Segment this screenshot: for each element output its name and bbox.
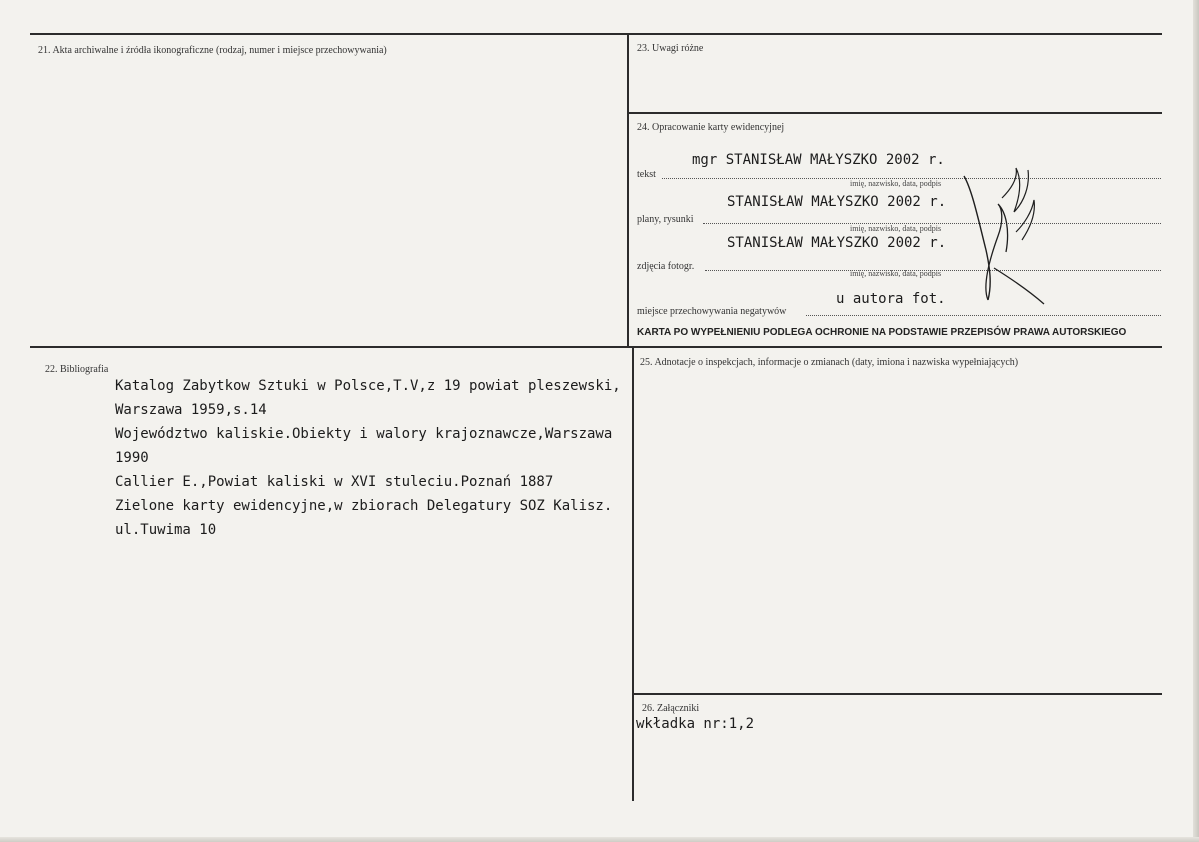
center-divider-lower xyxy=(632,347,634,801)
bibliography-line: Callier E.,Powiat kaliski w XVI stuleciu.Poznań 1887 xyxy=(115,474,554,490)
negatives-value: u autora fot. xyxy=(836,291,946,307)
signature-icon xyxy=(958,158,1050,308)
plans-row-sublabel: imię, nazwisko, data, podpis xyxy=(850,224,942,233)
photos-row-label: zdjęcia fotogr. xyxy=(637,261,695,272)
section25-label: 25. Adnotacje o inspekcjach, informacje o zmianach (daty, imiona i nazwiska wypełniających) xyxy=(640,357,1019,368)
copyright-notice: KARTA PO WYPEŁNIENIU PODLEGA OCHRONIE NA PODSTAWIE PRZEPISÓW PRAWA AUTORSKIEGO xyxy=(637,327,1127,338)
negatives-label: miejsce przechowywania negatywów xyxy=(637,306,787,317)
bibliography-line: Katalog Zabytkow Sztuki w Polsce,T.V,z 19 powiat pleszewski, xyxy=(115,378,621,394)
section22-label: 22. Bibliografia xyxy=(45,364,109,375)
paper-right-edge xyxy=(1193,0,1199,842)
section23-label: 23. Uwagi różne xyxy=(637,43,704,54)
bibliography-line: Zielone karty ewidencyjne,w zbiorach Delegatury SOZ Kalisz. xyxy=(115,498,613,514)
plans-row-label: plany, rysunki xyxy=(637,214,694,225)
top-border-line xyxy=(30,33,1162,35)
plans-author-value: STANISŁAW MAŁYSZKO 2002 r. xyxy=(727,194,947,210)
negatives-dotted-line xyxy=(806,315,1161,316)
bibliography-line: 1990 xyxy=(115,450,149,466)
text-row-sublabel: imię, nazwisko, data, podpis xyxy=(850,179,942,188)
middle-border-line xyxy=(30,346,1162,348)
section26-label: 26. Załączniki xyxy=(642,703,700,714)
text-row-label: tekst xyxy=(637,169,656,180)
center-divider-upper xyxy=(627,34,629,346)
bibliography-line: ul.Tuwima 10 xyxy=(115,522,217,538)
section23-bottom-line xyxy=(628,112,1162,114)
bibliography-line: Warszawa 1959,s.14 xyxy=(115,402,267,418)
section24-label: 24. Opracowanie karty ewidencyjnej xyxy=(637,122,785,133)
section21-label: 21. Akta archiwalne i źródła ikonograficzne (rodzaj, numer i miejsce przechowywania) xyxy=(38,45,387,56)
paper-bottom-edge xyxy=(0,837,1199,842)
photos-row-sublabel: imię, nazwisko, data, podpis xyxy=(850,269,942,278)
photos-author-value: STANISŁAW MAŁYSZKO 2002 r. xyxy=(727,235,947,251)
bibliography-list xyxy=(115,374,621,542)
attachments-value: wkładka nr:1,2 xyxy=(636,716,755,732)
bibliography-line: Województwo kaliskie.Obiekty i walory krajoznawcze,Warszawa xyxy=(115,426,613,442)
text-author-value: mgr STANISŁAW MAŁYSZKO 2002 r. xyxy=(692,152,945,168)
section26-top-line xyxy=(633,693,1162,695)
